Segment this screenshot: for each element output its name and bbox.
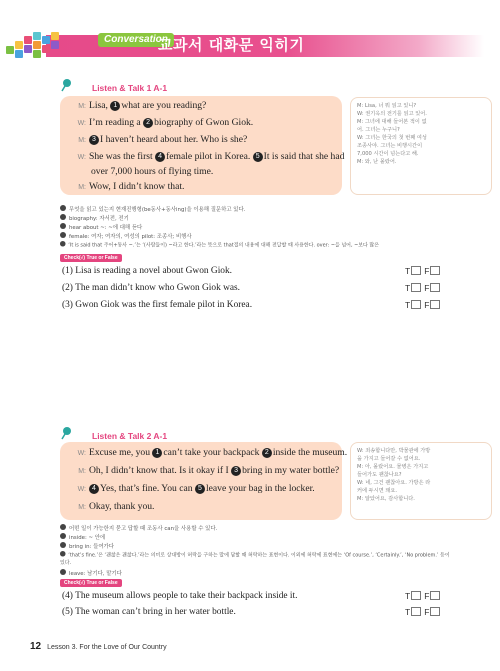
false-checkbox[interactable] <box>430 283 440 292</box>
translation-line: M: 알았어요, 감사합니다. <box>357 496 415 502</box>
true-checkbox[interactable] <box>411 607 421 616</box>
speaker-label: M: <box>78 468 86 475</box>
dialogue-box-2 <box>60 442 348 520</box>
dialogue-line: W: 4 Yes, that’s fine. You can 5 leave your bag in the locker. <box>62 483 315 494</box>
translation-line: M: Lisa, 너 뭐 읽고 있니? <box>357 103 417 109</box>
page-header <box>0 0 500 60</box>
speaker-label: W: <box>77 450 86 457</box>
pushpin-icon <box>60 426 72 440</box>
check-label: Check(√) True or False <box>60 254 122 262</box>
section-title-2: Listen & Talk 2 A-1 <box>92 431 168 441</box>
true-false-2: T F <box>405 283 443 293</box>
dialogue-line: M: Oh, I didn’t know that. Is it okay if I 3 bring in my water bottle? <box>62 465 339 476</box>
translation-line: W: 그녀는 한국의 첫 번째 여성 <box>357 135 427 141</box>
speaker-label: M: <box>78 137 86 144</box>
speaker-label: M: <box>78 103 86 110</box>
translation-line: W: 권기옥의 전기를 읽고 있어. <box>357 111 427 117</box>
note-line: ‘It is said that 주어+동사 ~.’는 ‘(사람들이) ~라고 한다.’라는 뜻으로 that절의 내용에 대해 전달할 때 사용한다. over: ~을 넘어, ~보다 많은 <box>60 241 446 248</box>
dialogue-line: over 7,000 hours of flying time. <box>91 166 214 177</box>
check-label: Check(√) True or False <box>60 579 122 587</box>
translation-line: 을 가지고 들어갈 수 없어요. <box>357 456 421 462</box>
page-title: 교과서 대화문 익히기 <box>158 36 305 54</box>
section-title-1: Listen & Talk 1 A-1 <box>92 83 168 93</box>
note-line: hear about ~: ~에 대해 듣다 <box>60 223 142 231</box>
translation-line: M: 아, 몰랐어요. 물병은 가지고 <box>357 464 429 470</box>
conversation-badge: Conversation <box>98 33 174 47</box>
speaker-label: W: <box>77 486 86 493</box>
translation-line: 들어가도 괜찮나요? <box>357 472 402 478</box>
page-footer <box>30 636 167 654</box>
question-1: (1) Lisa is reading a novel about Gwon Giok. <box>62 266 233 276</box>
page-number: 12 <box>30 641 42 652</box>
dialogue-line: W: Excuse me, you 1 can’t take your backpack 2 inside the museum. <box>62 447 347 458</box>
dialogue-line: M: Wow, I didn’t know that. <box>62 181 184 192</box>
question-3: (3) Gwon Giok was the first female pilot in Korea. <box>62 300 253 310</box>
true-checkbox[interactable] <box>411 283 421 292</box>
translation-line: M: 그녀에 대해 들어본 적이 없 <box>357 119 427 125</box>
dialogue-line: M: Okay, thank you. <box>62 501 154 512</box>
speaker-label: W: <box>77 154 86 161</box>
dialogue-line: W: I’m reading a 2 biography of Gwon Giok. <box>62 117 253 128</box>
translation-line: 어. 그녀는 누구니? <box>357 127 400 133</box>
speaker-label: M: <box>78 504 86 511</box>
dialogue-line: M: 3 I haven’t heard about her. Who is she? <box>62 134 247 145</box>
translation-line: W: 네, 그건 괜찮아요. 가방은 라 <box>357 480 431 486</box>
true-checkbox[interactable] <box>411 300 421 309</box>
false-checkbox[interactable] <box>430 266 440 275</box>
true-false-1: T F <box>405 266 443 276</box>
false-checkbox[interactable] <box>430 607 440 616</box>
true-false-4: T F <box>405 591 443 601</box>
false-checkbox[interactable] <box>430 300 440 309</box>
lesson-title: Lesson 3. For the Love of Our Country <box>47 644 167 651</box>
translation-line: 커에 두시면 돼요. <box>357 488 398 494</box>
note-line: inside: ~ 안에 <box>60 533 105 541</box>
question-2: (2) The man didn’t know who Gwon Giok was. <box>62 283 241 293</box>
question-5: (5) The woman can’t bring in her water bottle. <box>62 607 236 617</box>
translation-box-1 <box>350 97 492 195</box>
note-line: 무엇을 읽고 있는지 현재진행형(be동사+동사ing)을 이용해 질문하고 있다. <box>60 205 245 213</box>
dialogue-line: W: She was the first 4 female pilot in Korea. 5 It is said that she had <box>62 151 344 162</box>
speaker-label: M: <box>78 184 86 191</box>
translation-line: 조종사야. 그녀는 비행시간이 <box>357 143 423 149</box>
dialogue-line: M: Lisa, 1 what are you reading? <box>62 100 206 111</box>
true-false-5: T F <box>405 607 443 617</box>
pushpin-icon <box>60 78 72 92</box>
question-4: (4) The museum allows people to take their backpack inside it. <box>62 591 298 601</box>
translation-line: W: 죄송합니다만, 박물관에 가방 <box>357 448 431 454</box>
dialogue-box-1 <box>60 96 345 195</box>
note-line: 어떤 일이 가능한지 묻고 답할 때 조동사 can을 사용할 수 있다. <box>60 524 217 532</box>
translation-box-2 <box>350 442 492 520</box>
false-checkbox[interactable] <box>430 591 440 600</box>
note-line: female: 여자; 여자의, 여성의 pilot: 조종사; 비행사 <box>60 232 192 240</box>
true-checkbox[interactable] <box>411 266 421 275</box>
note-line: bring in: 들여가다 <box>60 542 114 550</box>
mosaic-decoration <box>6 32 88 58</box>
speaker-label: W: <box>77 120 86 127</box>
note-line: leave: 남기다, 맡기다 <box>60 569 122 577</box>
true-checkbox[interactable] <box>411 591 421 600</box>
note-line: biography: 자서전, 전기 <box>60 214 129 222</box>
translation-line: M: 와, 난 몰랐어. <box>357 159 397 165</box>
translation-line: 7,000 시간이 넘는다고 해. <box>357 151 419 157</box>
true-false-3: T F <box>405 300 443 310</box>
note-line: ‘that’s fine.’은 ‘괜찮은 괜찮다.’라는 의미로 상대방이 허락을 구하는 말에 답할 때 허락하는 표현이다. 이외에 허락에 표현에는 ‘Of course.’, ‘Certainly.’, ‘No problem.’ 등이 있다. <box>60 552 450 566</box>
